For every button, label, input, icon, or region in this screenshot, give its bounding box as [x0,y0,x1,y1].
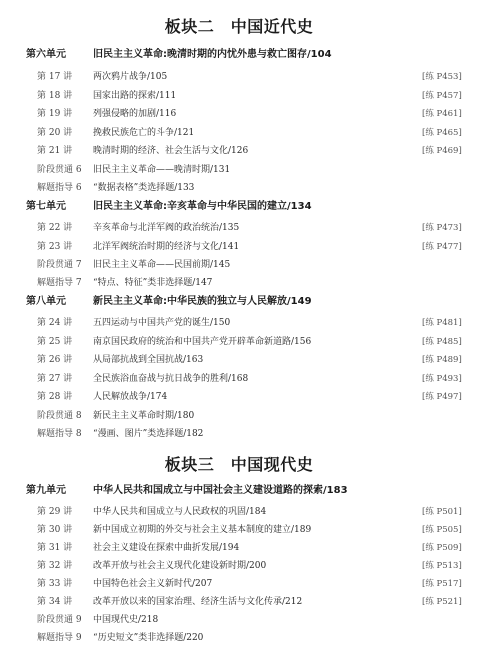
lesson-title: 南京国民政府的统治和中国共产党开辟革命新道路/156 [93,337,312,347]
lesson-title: “历史短文”类非选择题/220 [93,633,204,643]
lesson-label: 第 29 讲 [37,507,73,517]
lesson-title: 晚清时期的经济、社会生活与文化/126 [93,146,249,156]
unit-label: 第九单元 [26,485,66,496]
lesson-label: 阶段贯通 9 [37,615,82,625]
lesson-title: 从局部抗战到全国抗战/163 [93,355,204,365]
lesson-label: 第 27 讲 [37,374,73,384]
lesson-row [0,237,478,257]
unit-title: 旧民主主义革命:辛亥革命与中华民国的建立/134 [93,201,312,212]
exercise-ref: [练 P469] [422,146,462,156]
guidance-row [0,178,478,198]
lesson-label: 解题指导 9 [37,633,82,643]
lesson-label: 阶段贯通 6 [37,165,82,175]
lesson-label: 第 33 讲 [37,579,73,589]
lesson-title: “数据表格”类选择题/133 [93,183,195,193]
unit-row [0,291,478,313]
lesson-title: 中国特色社会主义新时代/207 [93,579,213,589]
lesson-row [0,313,478,333]
lesson-label: 第 30 讲 [37,525,73,535]
unit-label: 第七单元 [26,201,66,212]
lesson-title: 两次鸦片战争/105 [93,72,168,82]
exercise-ref: [练 P521] [422,597,462,607]
block-title-contemporary-history: 板块三 中国现代史 [164,455,314,474]
exercise-ref: [练 P481] [422,318,462,328]
lesson-label: 解题指导 6 [37,183,82,193]
lesson-row [0,387,478,407]
stage-review-row [0,160,478,180]
lesson-label: 第 23 讲 [37,242,73,252]
lesson-label: 第 32 讲 [37,561,73,571]
lesson-label: 第 18 讲 [37,91,73,101]
lesson-title: 改革开放与社会主义现代化建设新时期/200 [93,561,267,571]
lesson-title: 社会主义建设在探索中曲折发展/194 [93,543,240,553]
exercise-ref: [练 P465] [422,128,462,138]
exercise-ref: [练 P477] [422,242,462,252]
lesson-row [0,592,478,612]
lesson-label: 第 34 讲 [37,597,73,607]
lesson-title: 新民主主义革命时期/180 [93,411,195,421]
stage-review-row [0,255,478,275]
lesson-row [0,86,478,106]
stage-review-row [0,406,478,426]
lesson-label: 第 20 讲 [37,128,73,138]
exercise-ref: [练 P461] [422,109,462,119]
guidance-row [0,424,478,444]
exercise-ref: [练 P505] [422,525,462,535]
unit-row [0,44,478,66]
lesson-row [0,104,478,124]
lesson-row [0,218,478,238]
lesson-title: 全民族浴血奋战与抗日战争的胜利/168 [93,374,249,384]
lesson-row [0,574,478,594]
unit-label: 第六单元 [26,49,66,60]
unit-title: 中华人民共和国成立与中国社会主义建设道路的探索/183 [93,485,348,496]
lesson-row [0,502,478,522]
block-title-modern-history: 板块二 中国近代史 [164,17,314,36]
lesson-row [0,67,478,87]
exercise-ref: [练 P513] [422,561,462,571]
lesson-title: 中国现代史/218 [93,615,159,625]
unit-row [0,196,478,218]
exercise-ref: [练 P473] [422,223,462,233]
stage-review-row [0,610,478,630]
exercise-ref: [练 P457] [422,91,462,101]
lesson-title: 挽救民族危亡的斗争/121 [93,128,195,138]
lesson-row [0,369,478,389]
lesson-title: 国家出路的探索/111 [93,91,177,101]
lesson-label: 阶段贯通 8 [37,411,82,421]
lesson-label: 解题指导 7 [37,278,82,288]
lesson-label: 第 31 讲 [37,543,73,553]
lesson-row [0,556,478,576]
lesson-label: 第 28 讲 [37,392,73,402]
lesson-title: 人民解放战争/174 [93,392,168,402]
lesson-title: “漫画、图片”类选择题/182 [93,429,204,439]
lesson-title: 五四运动与中国共产党的诞生/150 [93,318,231,328]
lesson-title: 列强侵略的加剧/116 [93,109,177,119]
guidance-row [0,628,478,648]
guidance-row [0,273,478,293]
lesson-label: 第 22 讲 [37,223,73,233]
exercise-ref: [练 P497] [422,392,462,402]
lesson-title: 辛亥革命与北洋军阀的政治统治/135 [93,223,240,233]
unit-row [0,480,478,502]
exercise-ref: [练 P509] [422,543,462,553]
lesson-label: 第 19 讲 [37,109,73,119]
lesson-label: 阶段贯通 7 [37,260,82,270]
lesson-label: 第 25 讲 [37,337,73,347]
unit-label: 第八单元 [26,296,66,307]
lesson-title: 旧民主主义革命——民国前期/145 [93,260,231,270]
exercise-ref: [练 P489] [422,355,462,365]
lesson-label: 第 26 讲 [37,355,73,365]
lesson-row [0,141,478,161]
exercise-ref: [练 P485] [422,337,462,347]
lesson-label: 第 17 讲 [37,72,73,82]
lesson-title: “特点、特征”类非选择题/147 [93,278,213,288]
lesson-row [0,520,478,540]
lesson-row [0,332,478,352]
lesson-title: 旧民主主义革命——晚清时期/131 [93,165,231,175]
unit-title: 旧民主主义革命:晚清时期的内忧外患与救亡图存/104 [93,49,332,60]
lesson-row [0,538,478,558]
exercise-ref: [练 P493] [422,374,462,384]
lesson-title: 改革开放以来的国家治理、经济生活与文化传承/212 [93,597,303,607]
lesson-label: 第 21 讲 [37,146,73,156]
exercise-ref: [练 P453] [422,72,462,82]
lesson-label: 解题指导 8 [37,429,82,439]
lesson-title: 新中国成立初期的外交与社会主义基本制度的建立/189 [93,525,312,535]
unit-title: 新民主主义革命:中华民族的独立与人民解放/149 [93,296,312,307]
exercise-ref: [练 P517] [422,579,462,589]
lesson-title: 北洋军阀统治时期的经济与文化/141 [93,242,240,252]
exercise-ref: [练 P501] [422,507,462,517]
lesson-title: 中华人民共和国成立与人民政权的巩固/184 [93,507,267,517]
lesson-row [0,350,478,370]
lesson-label: 第 24 讲 [37,318,73,328]
lesson-row [0,123,478,143]
